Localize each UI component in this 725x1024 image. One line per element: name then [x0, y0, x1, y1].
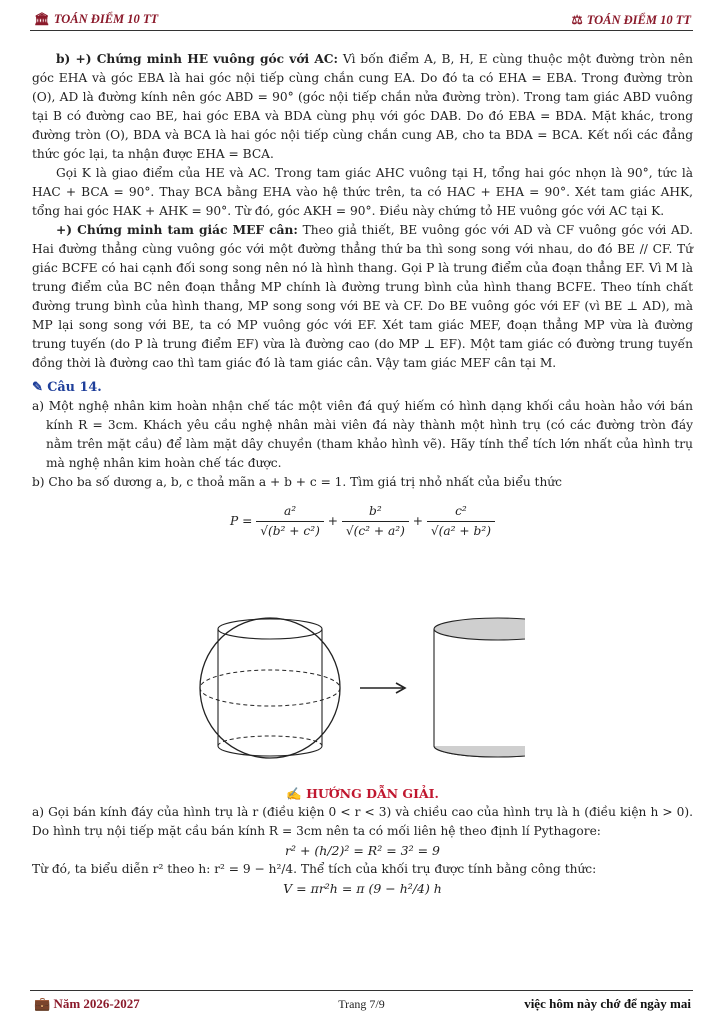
page-number: Trang 7/9 [338, 997, 385, 1011]
question-b: b) Cho ba số dương a, b, c thoả mãn a + b + c = 1. Tìm giá trị nhỏ nhất của biểu thức [32, 475, 562, 489]
proof-text-1: Vì bốn điểm A, B, H, E cùng thuộc một đường tròn nên góc EHA và góc EBA là hai góc nội tiếp cùng chắn cung EA. Do đó ta có EHA = EBA. Trong đường tròn (O), AD là đường kính nên góc ABD = 90° (góc nội tiếp chắn nửa đường tròn). Trong tam giác ABD vuông tại B có đường cao BE, hai góc EBA và BDA cùng phụ với góc DAB. Do đó EBA = BDA. Mặt khác, trong đường tròn (O), BDA và BCA là hai góc nội tiếp cùng chắn cung AB, cho ta BDA = BCA. Kết nối các đẳng thức góc lại, ta nhận được EHA = BCA. [32, 52, 694, 161]
pencil-square-icon: ✎ [32, 380, 43, 395]
header-right-text: TOÁN ĐIỂM 10 TT [586, 13, 691, 27]
fraction-1 [256, 502, 324, 541]
arrow [360, 683, 405, 693]
fraction-3-den: √(a² + b²) [430, 524, 491, 538]
fraction-2-num: b² [342, 502, 409, 522]
question-title [32, 378, 693, 397]
header-left [34, 12, 158, 27]
page-body [32, 50, 693, 551]
proof-text-3: Theo giả thiết, BE vuông góc với AD và CF vuông góc với AD. Hai đường thẳng cùng vuông góc với một đường thẳng thứ ba thì song song với nhau, do đó BE // CF. Tứ giác BCFE có hai cạnh đối song song nên nó là hình thang. Gọi P là trung điểm của đoạn thẳng EF. Vì M là trung điểm của BC nên đoạn thẳng MP chính là đường trung bình của hình thang BCFE. Theo tính chất đường trung bình của hình thang, MP song song với BE và CF. Do BE vuông góc với EF (vì BE ⊥ AD), mà MP lại song song với BE, ta có MP vuông góc với EF. Xét tam giác MEF, đoạn thẳng MP vừa là đường trung tuyến (do P là trung điểm EF) vừa là đường cao (do MP ⊥ EF). Một tam giác có đường trung tuyến đồng thời là đường cao thì tam giác đó là tam giác cân. Vậy tam giác MEF cân tại M. [32, 223, 694, 370]
proof-text-2: Gọi K là giao điểm của HE và AC. Trong tam giác AHC vuông tại H, tổng hai góc nhọn là 90°, tức là HAC + BCA = 90°. Thay BCA bằng EHA vào hệ thức trên, ta có HAC + EHA = 90°. Xét tam giác AHK, tổng hai góc HAK + AHK = 90°. Từ đó, góc AKH = 90°. Điều này chứng tỏ HE vuông góc với AC tại K. [32, 166, 693, 218]
bank-icon: 🏛 [34, 12, 50, 26]
solution-heading-text: HƯỚNG DẪN GIẢI. [306, 786, 439, 801]
fraction-3-num: c² [427, 502, 495, 522]
pen-icon: ✍ [286, 786, 302, 801]
formula-lhs: P = [230, 514, 253, 528]
fraction-1-num: a² [256, 502, 324, 522]
briefcase-icon: 💼 [34, 996, 51, 1011]
plus-1: + [327, 514, 338, 528]
proof-label-3: +) Chứng minh tam giác MEF cân: [56, 223, 298, 237]
question-a: a) Một nghệ nhân kim hoàn nhận chế tác một viên đá quý hiếm có hình dạng khối cầu hoàn hảo với bán kính R = 3cm. Khách yêu cầu nghệ nhân mài viên đá này thành một hình trụ (có các đường tròn đáy nằm trên mặt cầu) để làm mặt dây chuyền (tham khảo hình vẽ). Hãy tính thể tích lớn nhất của hình trụ mà nghệ nhân kim hoàn chế tác được. [32, 399, 693, 470]
footer-motto: việc hôm này chớ để ngày mai [524, 996, 691, 1011]
equation-2: V = πr²h = π (9 − h²/4) h [283, 881, 442, 896]
sphere-equator [200, 670, 340, 706]
footer-year: Năm 2026-2027 [53, 996, 140, 1011]
solution-body [32, 803, 693, 898]
inner-cylinder-top [218, 619, 322, 639]
header-right [571, 12, 691, 28]
fraction-2-den: √(c² + a²) [345, 524, 405, 538]
plus-2: + [412, 514, 424, 528]
proof-paragraph-1 [32, 50, 693, 164]
proof-paragraph-3 [32, 221, 693, 373]
fraction-3 [427, 502, 495, 541]
fraction-2 [342, 502, 409, 541]
proof-paragraph-2 [32, 164, 693, 221]
formula-P [32, 502, 693, 541]
sphere-with-cylinder [200, 618, 340, 758]
sphere-cylinder-figure [185, 612, 525, 770]
header-left-text: TOÁN ĐIỂM 10 TT [53, 12, 159, 26]
solution-a1: a) Gọi bán kính đáy của hình trụ là r (điều kiện 0 < r < 3) và chiều cao của hình trụ là h (điều kiện h > 0). Do hình trụ nội tiếp mặt cầu bán kính R = 3cm nên ta có mối liên hệ theo định lí Pythagore: [32, 805, 693, 838]
question-title-text: Câu 14. [47, 380, 102, 395]
inner-cylinder-bottom-back [218, 736, 322, 746]
scale-icon: ⚖ [571, 13, 583, 27]
solution-a2: Từ đó, ta biểu diễn r² theo h: r² = 9 − h²/4. Thể tích của khối trụ được tính bằng công thức: [32, 862, 597, 876]
equation-1: r² + (h/2)² = R² = 3² = 9 [285, 843, 440, 858]
proof-label-1: b) +) Chứng minh HE vuông góc với AC: [56, 52, 338, 66]
page-footer [30, 990, 693, 1017]
solution-heading [0, 786, 725, 802]
page-header [30, 10, 693, 31]
cylinder [434, 618, 525, 757]
fraction-1-den: √(b² + c²) [260, 524, 320, 538]
cylinder-bottom-front [434, 746, 525, 757]
cylinder-body-fill [434, 629, 525, 746]
